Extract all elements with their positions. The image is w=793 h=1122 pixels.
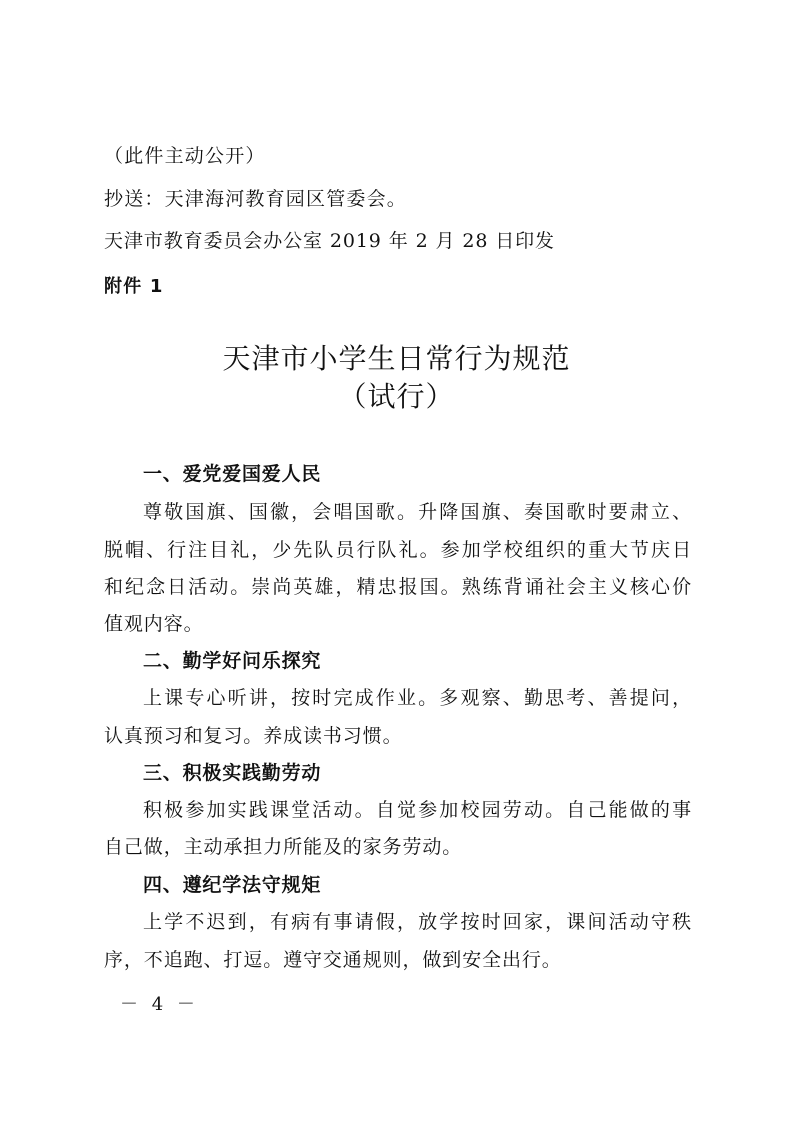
- paragraph-line: 尊敬国旗、国徽，会唱国歌。升降国旗、奏国歌时要肃立、: [143, 501, 692, 523]
- page-title: 天津市小学生日常行为规范: [222, 342, 571, 375]
- paragraph-line: 序，不追跑、打逗。遵守交通规则，做到安全出行。: [104, 949, 562, 971]
- paragraph-line: 上学不迟到，有病有事请假，放学按时回家，课间活动守秩: [143, 911, 692, 933]
- attachment-label: 附件 1: [104, 276, 164, 297]
- paragraph-line: 自己做，主动承担力所能及的家务劳动。: [104, 836, 463, 858]
- paragraph-line: 积极参加实践课堂活动。自觉参加校园劳动。自己能做的事: [143, 799, 692, 821]
- public-notice: （此件主动公开）: [104, 145, 266, 167]
- paragraph-line: 和纪念日活动。崇尚英雄，精忠报国。熟练背诵社会主义核心价: [104, 576, 692, 598]
- issuer-line: 天津市教育委员会办公室 2019 年 2 月 28 日印发: [104, 230, 555, 252]
- section-heading: 四、遵纪学法守规矩: [143, 874, 322, 896]
- paragraph-line: 值观内容。: [104, 613, 204, 635]
- paragraph-line: 认真预习和复习。养成读书习惯。: [104, 725, 403, 747]
- section-heading: 二、勤学好问乐探究: [143, 650, 322, 672]
- page-subtitle: （试行）: [338, 380, 455, 413]
- section-heading: 三、积极实践勤劳动: [143, 762, 322, 784]
- section-heading: 一、爱党爱国爱人民: [143, 463, 322, 485]
- cc-line: 抄送：天津海河教育园区管委会。: [104, 188, 408, 210]
- paragraph-line: 脱帽、行注目礼，少先队员行队礼。参加学校组织的重大节庆日: [104, 539, 692, 561]
- page-number: － 4 －: [120, 994, 199, 1015]
- paragraph-line: 上课专心听讲，按时完成作业。多观察、勤思考、善提问，: [143, 687, 692, 709]
